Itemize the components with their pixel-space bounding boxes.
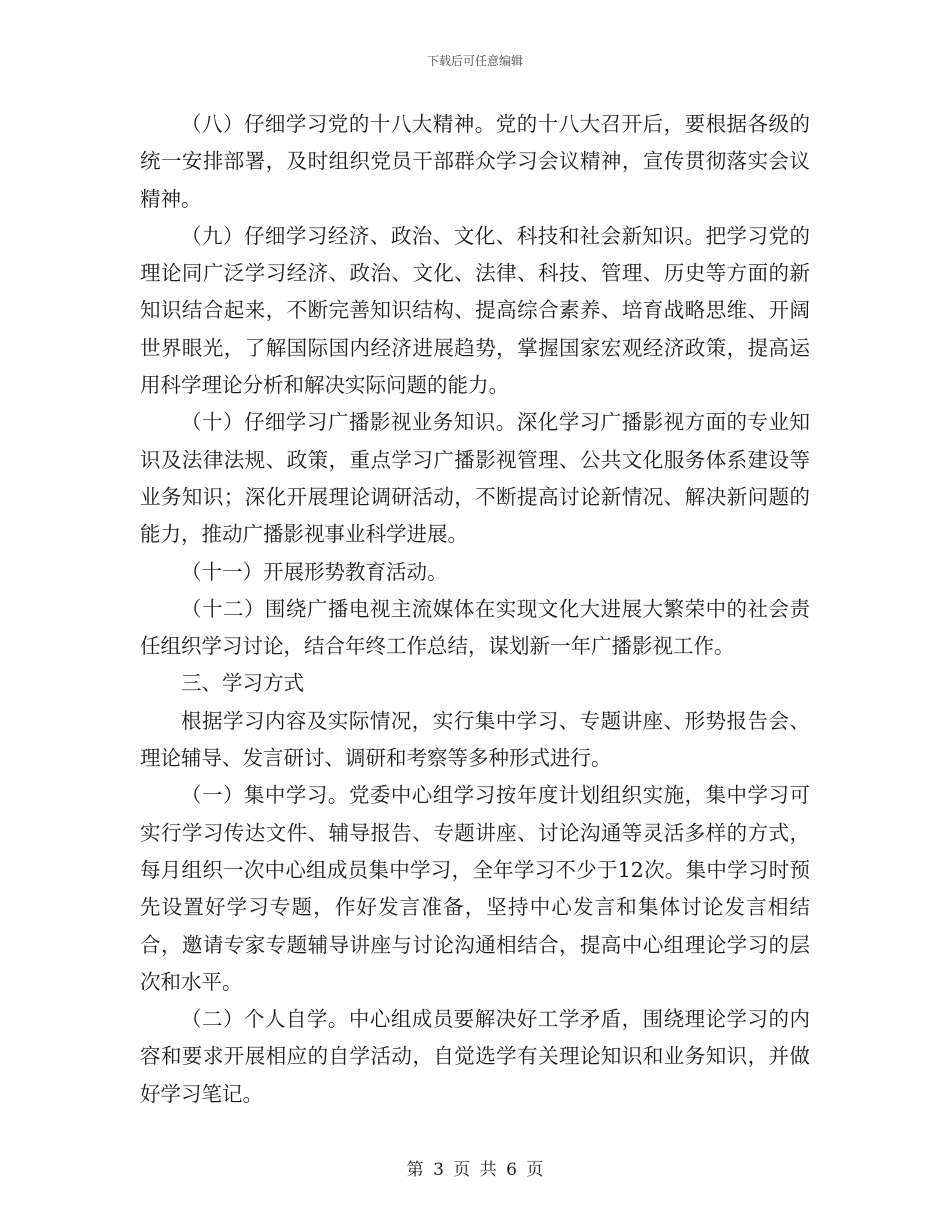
paragraph-item-11: （十一）开展形势教育活动。 [181,559,448,584]
page-header: 下载后可任意编辑 [426,54,523,68]
paragraph-methods-intro: 根据学习内容及实际情况，实行集中学习、专题讲座、形势报告会、理论辅导、发言研讨、调研和考察等多种形式进行。 [140,708,810,771]
paragraph-item-8: （八）仔细学习党的十八大精神。党的十八大召开后，要根据各级的统一安排部署，及时组织党员干部群众学习会议精神，宣传贯彻落实会议精神。 [140,112,810,211]
paragraph-item-12: （十二）围绕广播电视主流媒体在实现文化大进展大繁荣中的社会责任组织学习讨论，结合年终工作总结，谋划新一年广播影视工作。 [140,596,810,659]
page-number-footer: 第 3 页 共 6 页 [406,1160,544,1180]
paragraph-centralized-study: （一）集中学习。党委中心组学习按年度计划组织实施，集中学习可实行学习传达文件、辅导报告、专题讲座、讨论沟通等灵活多样的方式，每月组织一次中心组成员集中学习，全年学习不少于12次。集中学习时预先设置好学习专题，作好发言准备，坚持中心发言和集体讨论发言相结合，邀请专家专题辅导讲座与讨论沟通相结合，提高中心组理论学习的层次和水平。 [140,783,810,994]
document-body [140,106,810,1113]
paragraph-self-study: （二）个人自学。中心组成员要解决好工学矛盾，围绕理论学习的内容和要求开展相应的自学活动，自觉选学有关理论知识和业务知识，并做好学习笔记。 [140,1007,810,1106]
paragraph-item-9: （九）仔细学习经济、政治、文化、科技和社会新知识。把学习党的理论同广泛学习经济、政治、文化、法律、科技、管理、历史等方面的新知识结合起来，不断完善知识结构、提高综合素养、培育战略思维、开阔世界眼光，了解国际国内经济进展趋势，掌握国家宏观经济政策，提高运用科学理论分析和解决实际问题的能力。 [140,223,810,398]
section-heading-study-methods: 三、学习方式 [181,671,304,696]
paragraph-item-10: （十）仔细学习广播影视业务知识。深化学习广播影视方面的专业知识及法律法规、政策，重点学习广播影视管理、公共文化服务体系建设等业务知识；深化开展理论调研活动，不断提高讨论新情况、解决新问题的能力，推动广播影视事业科学进展。 [140,410,810,547]
